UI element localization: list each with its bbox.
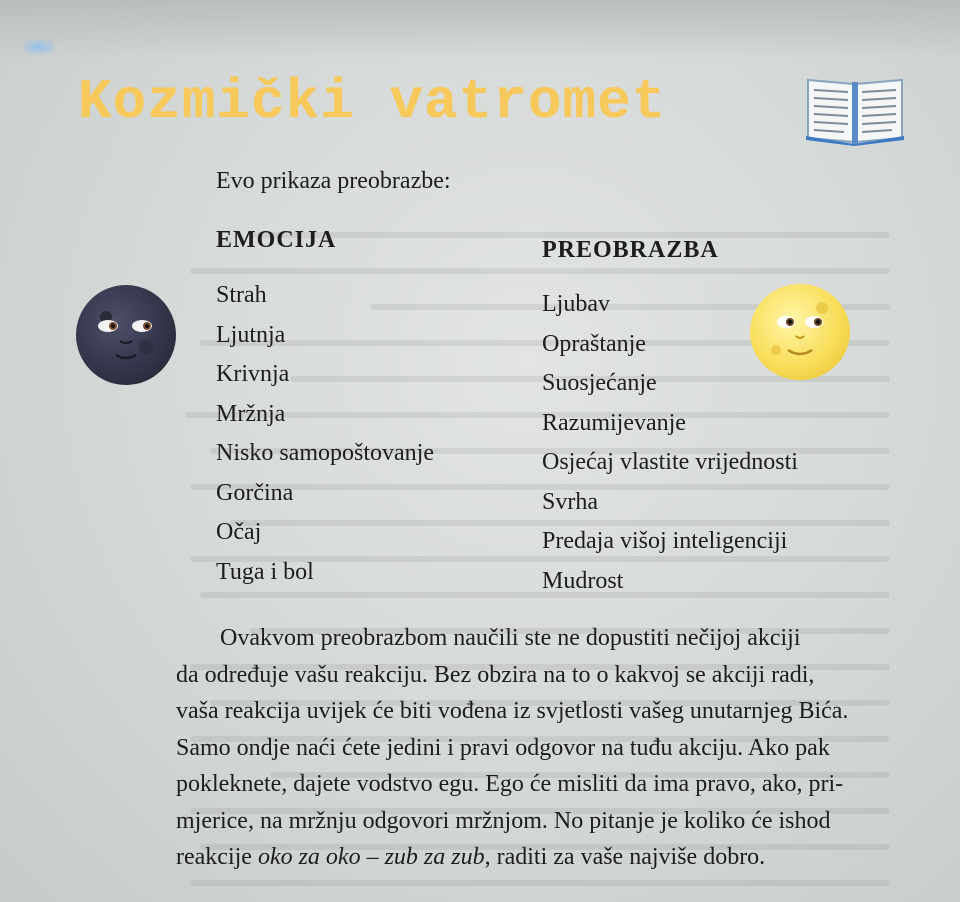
paragraph-last-line <box>176 839 936 876</box>
list-item: Svrha <box>542 488 598 515</box>
paragraph-line: pokleknete, dajete vodstvo egu. Ego će misliti da ima pravo, ako, pri- <box>176 771 844 797</box>
list-item: Ljubav <box>542 291 610 317</box>
last-line-start: reakcije <box>176 844 258 870</box>
list-item: Krivnja <box>216 361 290 387</box>
intro-text: Evo prikaza preobrazbe: <box>216 168 451 194</box>
list-item: Mržnja <box>216 400 286 427</box>
body-paragraph <box>176 620 936 876</box>
paragraph-line: da određuje vašu reakciju. Bez obzira na to o kakvoj se akciji radi, <box>176 661 815 688</box>
list-item: Opraštanje <box>542 330 646 357</box>
list-item: Mudrost <box>542 567 624 594</box>
full-moon-face-icon <box>750 284 850 380</box>
list-item: Ljutnja <box>216 321 286 348</box>
paragraph-line: Samo ondje naći ćete jedini i pravi odgovor na tuđu akciju. Ako pak <box>176 734 830 761</box>
page-shadow <box>0 0 960 60</box>
list-item: Nisko samopoštovanje <box>216 440 434 466</box>
column-heading-preobrazba: PREOBRAZBA <box>542 237 719 263</box>
column-heading-emocija: EMOCIJA <box>216 227 337 253</box>
open-book-icon <box>804 66 906 146</box>
list-item: Razumijevanje <box>542 409 686 436</box>
paragraph-line: Ovakvom preobrazbom naučili ste ne dopustiti nečijoj akciji <box>220 625 801 651</box>
list-item: Osjećaj vlastite vrijednosti <box>542 449 798 475</box>
list-item: Gorčina <box>216 479 294 506</box>
paragraph-line: mjerice, na mržnju odgovori mržnjom. No pitanje je koliko će ishod <box>176 807 831 834</box>
light-glare <box>24 40 54 54</box>
list-item: Predaja višoj inteligenciji <box>542 528 788 554</box>
italic-phrase: oko za oko – zub za zub <box>257 844 485 870</box>
paragraph-line: vaša reakcija uvijek će biti vođena iz svjetlosti vašeg unutarnjeg Bića. <box>176 698 849 724</box>
list-item: Tuga i bol <box>216 558 314 585</box>
list-item: Strah <box>216 282 267 308</box>
list-item: Očaj <box>216 519 262 545</box>
new-moon-face-icon <box>76 285 176 385</box>
story-title: Kozmički vatromet <box>78 70 667 134</box>
last-line-end: , raditi za vaše najviše dobro. <box>484 844 766 870</box>
list-item: Suosjećanje <box>542 370 657 396</box>
emotion-list <box>216 276 434 592</box>
